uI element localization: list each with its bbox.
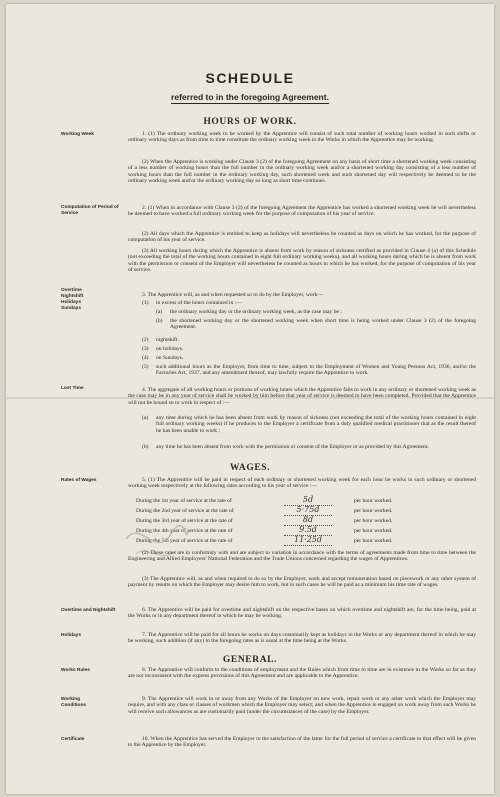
label-n2: (2) (142, 337, 149, 343)
margin-lost-time: Lost Time (61, 386, 84, 391)
rate-value: 11·25d (284, 535, 332, 546)
label-b: (b) (156, 318, 163, 324)
rate-value: 5d (284, 495, 332, 506)
rate-unit: per hour worked. (354, 538, 393, 544)
clause-3-2 (142, 337, 486, 343)
pencil-scribble (116, 509, 196, 579)
clause-4a (142, 415, 476, 434)
clause-3-4 (142, 355, 486, 361)
label-a: (a) (142, 415, 149, 421)
document-subtitle (6, 92, 494, 102)
clause-3-3-text: on holidays. (156, 346, 184, 352)
heading-hours-of-work: HOURS OF WORK. (203, 117, 297, 127)
margin-rates: Rates of Wages (61, 478, 97, 483)
clause-2-1: 2. (1) When in accordance with Clause 3 (2) of the foregoing Agreement the Apprentice has worked a shortened working week he will nevertheless be deemed to have worked a full ordinary working week for the purpose of computation of his year of service. (128, 205, 476, 218)
margin-working-conditions: Working Conditions (61, 697, 87, 708)
clause-4b-text: any time he has been absent from work with the permission or consent of the Employer or as provided by this Agreement. (156, 444, 429, 450)
heading-general: GENERAL. (222, 655, 278, 665)
margin-overtime-nightshift: Overtime and Nightshift (61, 608, 116, 613)
clause-2-3: (3) All working hours during which the Apprentice is absent from work by reason of sickness certified as provided in Clause 4 (a) of this Schedule (not exceeding the total of the working hours contained in eight full ordinary working weeks), and all working hours during which he is absent from work with the permission or consent of the Employer will nevertheless be counted as hours in which he has worked, for the purpose of computation of his year of service. (128, 248, 476, 274)
rate-unit: per hour worked. (354, 498, 393, 504)
clause-3-1b (156, 318, 476, 331)
label-n3: (3) (142, 346, 149, 352)
margin-holidays: Holidays (61, 633, 81, 638)
rate-value: 5·75d (284, 505, 332, 516)
rate-value: 9.5d (284, 525, 332, 536)
rate-unit: per hour worked. (354, 508, 393, 514)
clause-6: 6. The Apprentice will be paid for overtime and nightshift on the respective bases on which overtime and nightshift are, for the time being, paid at the Works or in any department thereof in which he may be working. (128, 607, 476, 620)
clause-7: 7. The Apprentice will be paid for all hours he works on days customarily kept as holidays in the Works or any department thereof in which he may be working, such addition (if any) to the foregoing rates as is usual at the time being at the Works. (128, 632, 476, 645)
clause-8: 8. The Apprentice will conform to the conditions of employment and the Rules which from time to time are in existence in the Works so far as they are not inconsistent with the express provisions of this Agreement and are applicable to the Apprentice. (128, 667, 476, 680)
clause-5-1: 5. (1) The Apprentice will be paid in respect of each ordinary or shortened working week for each hour he works in such ordinary or shortened working week respectively at the following rates according to his year of service :— (128, 477, 476, 490)
rate-label: During the 5th year of service at the rate of (136, 538, 233, 544)
clause-5-3: (3) The Apprentice will, as and when required to do so by the Employer, work and accept remuneration based on piecework or any other system of payment by results on which the Employer may desire him to work, but in such cases he will be paid as a minimum his time rate of wages. (128, 576, 476, 589)
clause-1-2: (2) When the Apprentice is working under Clause 3 (2) of the foregoing Agreement on any basis of short time a shortened working week consisting of a less number of working hours than the full number in the ordinary working week and/or a shortened working day consisting of a less number of working hours than the full number in the ordinary working day, such shortened week and such shortened day will respectively be deemed to be the ordinary working week and/or the ordinary working day so long as short time continues. (128, 159, 476, 185)
clause-3-1a-text: the ordinary working day or the ordinary working week, as the case may be ; (170, 309, 342, 315)
clause-10: 10. When the Apprentice has served the Employer to the satisfaction of the latter for the full period of service a certificate to that effect will be given to the Apprentice by the Employer. (128, 736, 476, 749)
clause-3-5 (142, 364, 476, 377)
clause-3-2-text: nightshift. (156, 337, 179, 343)
clause-4a-text: any time during which he has been absent from work by reason of sickness (not exceeding the total of the working hours contained in eight full ordinary working weeks) if he produces to the Employer a certificate from a duly qualified medical practitioner that as the result thereof he has been unable to work ; (156, 415, 476, 434)
clause-3-1a (156, 309, 476, 315)
margin-working-week: Working Week (61, 132, 94, 137)
clause-3-3 (142, 346, 486, 352)
label-a: (a) (156, 309, 163, 315)
label-b: (b) (142, 444, 149, 450)
rate-unit: per hour worked. (354, 528, 393, 534)
rate-label: During the 3rd year of service at the rate of (136, 518, 233, 524)
clause-3: 3. The Apprentice will, as and when requested so to do by the Employer, work— (142, 292, 323, 298)
margin-works-rules: Works Rules (61, 668, 90, 673)
heading-wages: WAGES. (229, 463, 271, 473)
document-page (6, 4, 494, 794)
clause-3-1b-text: the shortened working day or the shortened working week when short time is being worked under Clause 3 (2) of the foregoing Agreement. (170, 318, 476, 331)
margin-overtime: Overtime Nightshift Holidays Sundays (61, 288, 84, 311)
rate-label: During the 4th year of service at the rate of (136, 528, 233, 534)
margin-computation: Computation of Period of Service (61, 205, 119, 216)
clause-4b (142, 444, 476, 450)
clause-4: 4. The aggregate of all working hours or portions of working hours which the Apprentice fails to work in any ordinary or shortened working week as the case may be in any year of service shall be worked by him before that year of service is deemed to have been completed. Provided that the Apprentice will not be bound so to work in respect of :— (128, 387, 476, 406)
rate-value: 8d (284, 515, 332, 526)
label-n4: (4) (142, 355, 149, 361)
margin-certificate: Certificate (61, 737, 85, 742)
clause-3-1 (142, 300, 486, 306)
clause-5-2: (2) These rates are in conformity with and are subject to variation in accordance with the terms of agreements made from time to time between the Engineering and Allied Employers' National Federation and the Trade Unions concerned regarding the wages of Apprentices. (128, 550, 476, 563)
rate-label: During the 1st year of service at the rate of (136, 498, 232, 504)
rate-unit: per hour worked. (354, 518, 393, 524)
clause-3-5-text: such additional hours as the Employer, from time to time, subject to the Employment of Women and Young Persons Act, 1936, and/or the Factories Act, 1937, and any amendment thereof, may lawfully require the Apprentice to work. (156, 364, 476, 377)
label-n5: (5) (142, 364, 149, 370)
document-title: SCHEDULE (205, 70, 295, 86)
rate-label: During the 2nd year of service at the rate of (136, 508, 234, 514)
clause-2-2: (2) All days which the Apprentice is entitled to keep as holidays will nevertheless be counted as days on which he has worked, for the purpose of computation of his year of service. (128, 231, 476, 244)
clause-1-1: 1. (1) The ordinary working week to be worked by the Apprentice will consist of such total number of working hours worked in such shifts or ordinary working days as from time to time constitute the ordinary working week in the Works in which the Apprentice may be working. (128, 131, 476, 144)
clause-3-4-text: on Sundays. (156, 355, 184, 361)
subtitle-text: referred to in the foregoing Agreement. (171, 92, 329, 102)
clause-3-1-text: in excess of the hours contained in :— (156, 300, 242, 306)
label-n1: (1) (142, 300, 149, 306)
clause-9: 9. The Apprentice will work in or away from any Works of the Employer on new work, repair work or any other work which the Employer may require, and with any class or classes of workmen which the Employer may select; and when the Apprentice is engaged on work away from such Works he will receive such allowances as are customarily paid (under the circumstances of the case) by the Employer. (128, 696, 476, 715)
